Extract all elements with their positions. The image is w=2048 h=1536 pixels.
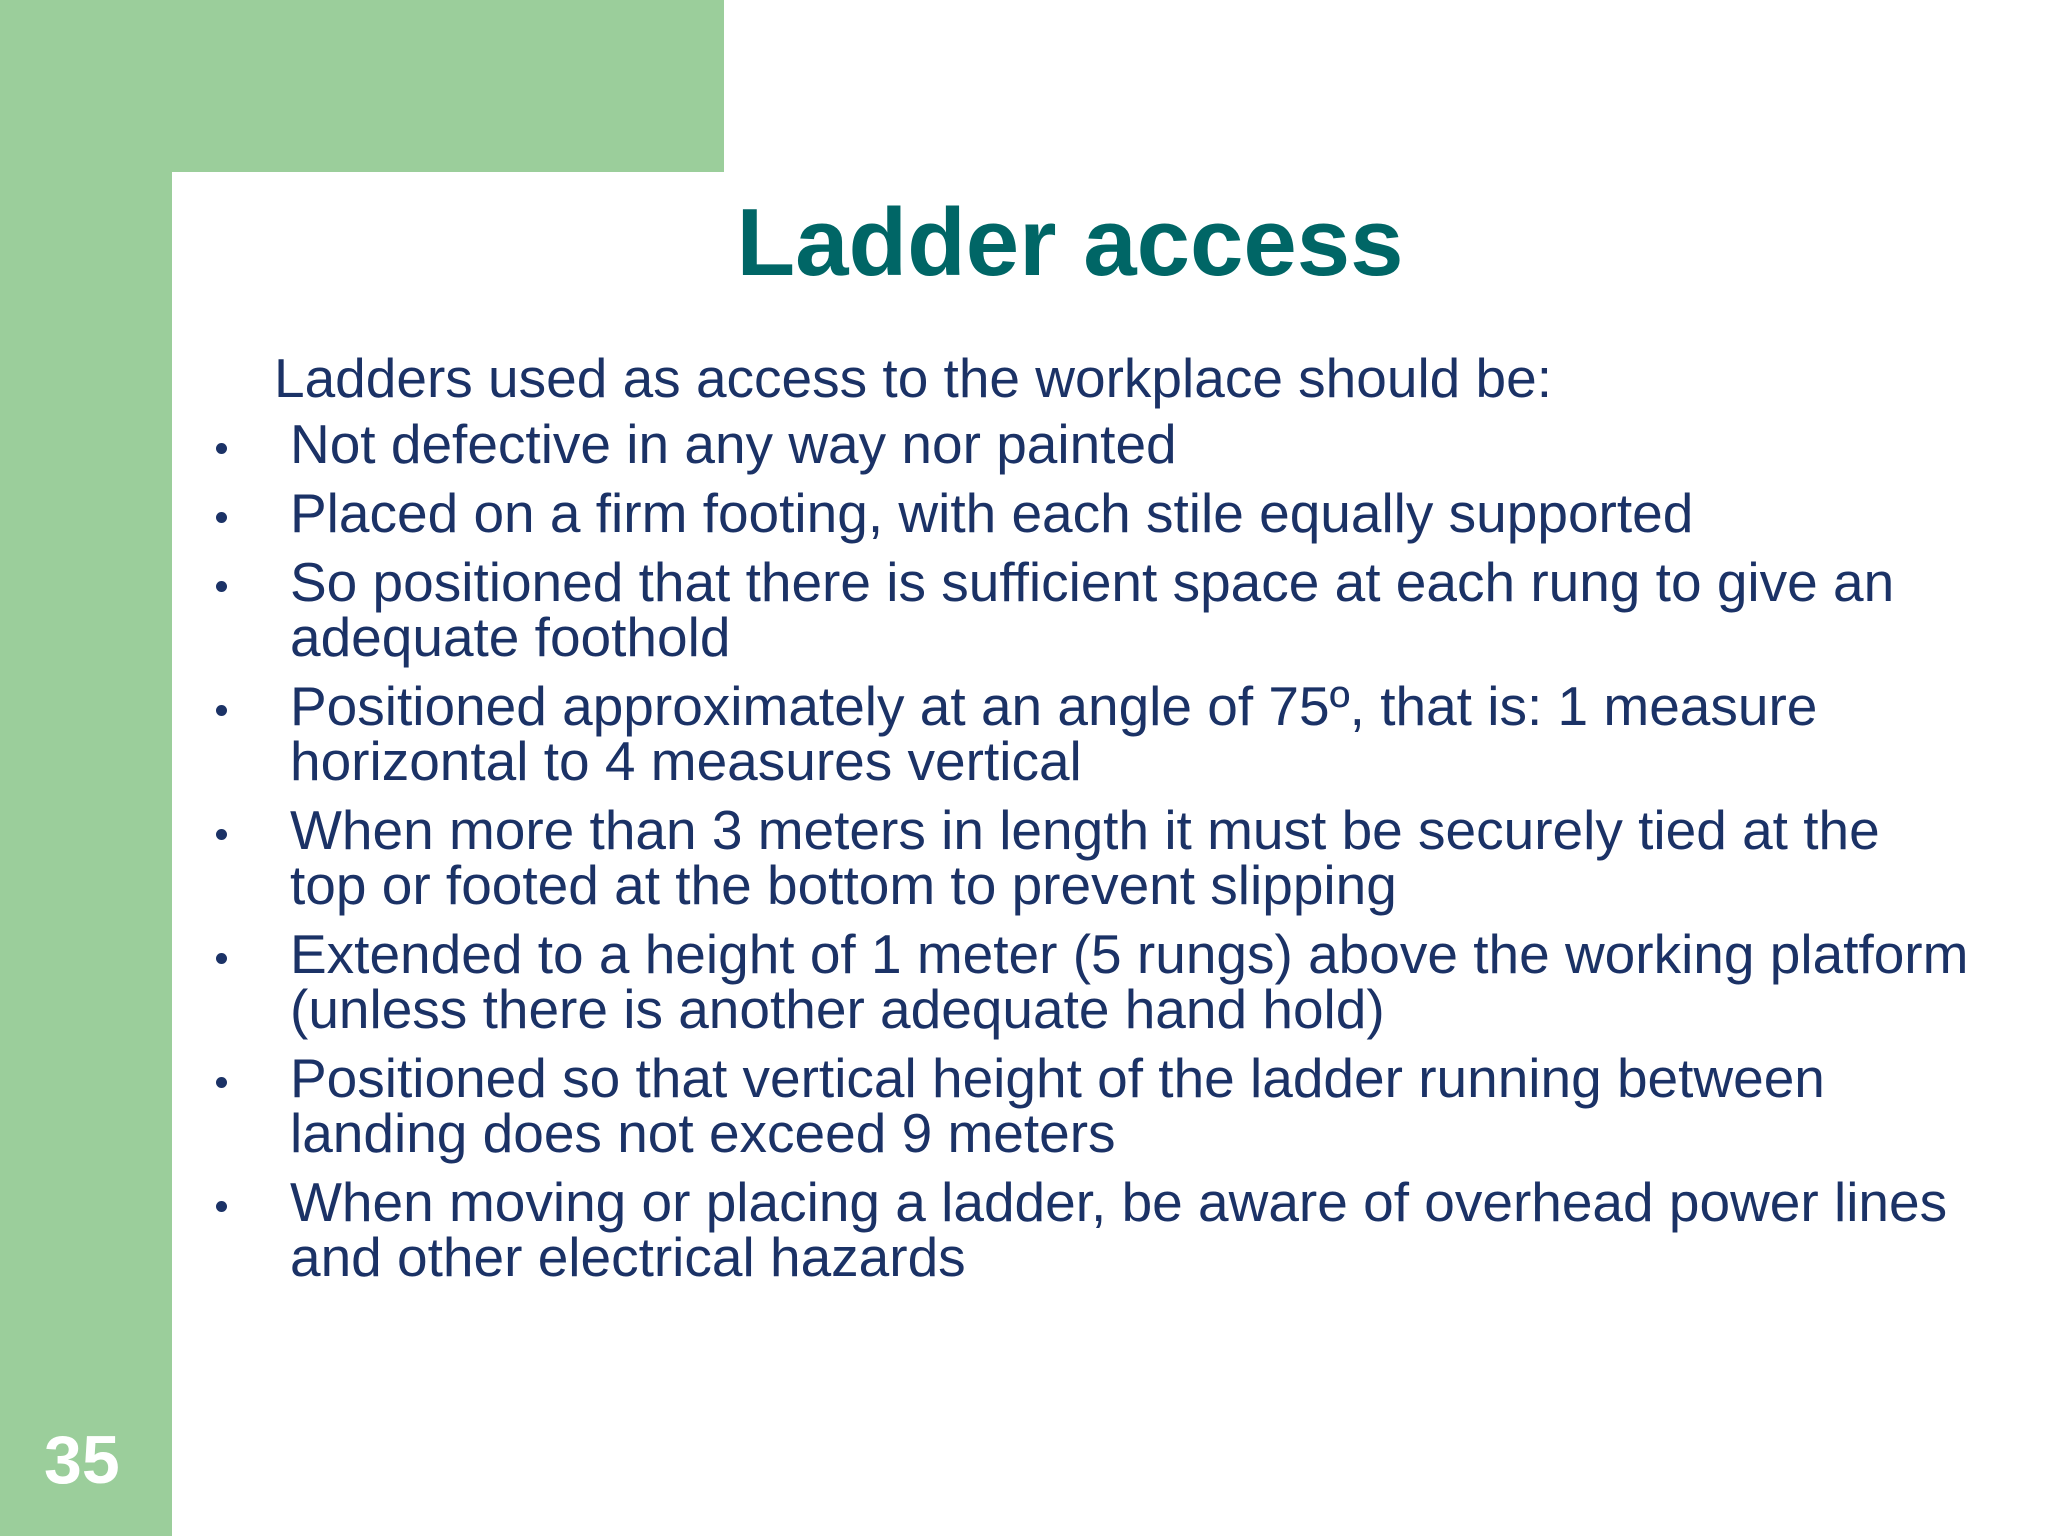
bullet-text: Not defective in any way nor painted [290,413,1177,475]
bullet-item [0,799,2048,916]
bullet-text: When moving or placing a ladder, be aware of overhead power lines and other electrical hazards [290,1171,1948,1288]
bullet-text: Positioned so that vertical height of the ladder running between landing does not exceed 9 meters [290,1047,1825,1164]
bullet-item [0,1047,2048,1164]
bullet-dot-icon [216,512,227,523]
slide-number: 35 [44,1422,120,1498]
bullet-text: Extended to a height of 1 meter (5 rungs) above the working platform (unless there is another adequate hand hold) [290,923,1969,1040]
bullet-dot-icon [216,829,227,840]
bullet-item [0,923,2048,1040]
bullet-dot-icon [216,705,227,716]
bullet-item [0,482,2048,544]
bullet-dot-icon [216,1077,227,1088]
bullet-text: Placed on a firm footing, with each stile equally supported [290,482,1694,544]
top-green-band [0,0,724,172]
slide-title: Ladder access [736,189,1404,296]
bullet-dot-icon [216,953,227,964]
bullet-dot-icon [216,443,227,454]
bullet-dot-icon [216,581,227,592]
bullet-list [0,413,2048,1299]
bullet-text: So positioned that there is sufficient space at each rung to give an adequate foothold [290,551,1895,668]
bullet-text: When more than 3 meters in length it must be securely tied at the top or footed at the bottom to prevent slipping [290,799,1880,916]
bullet-item [0,675,2048,792]
bullet-dot-icon [216,1201,227,1212]
bullet-item [0,413,2048,475]
bullet-item [0,551,2048,668]
intro-text: Ladders used as access to the workplace should be: [274,347,1552,409]
bullet-item [0,1171,2048,1288]
bullet-text: Positioned approximately at an angle of 75º, that is: 1 measure horizontal to 4 measures vertical [290,675,1818,792]
